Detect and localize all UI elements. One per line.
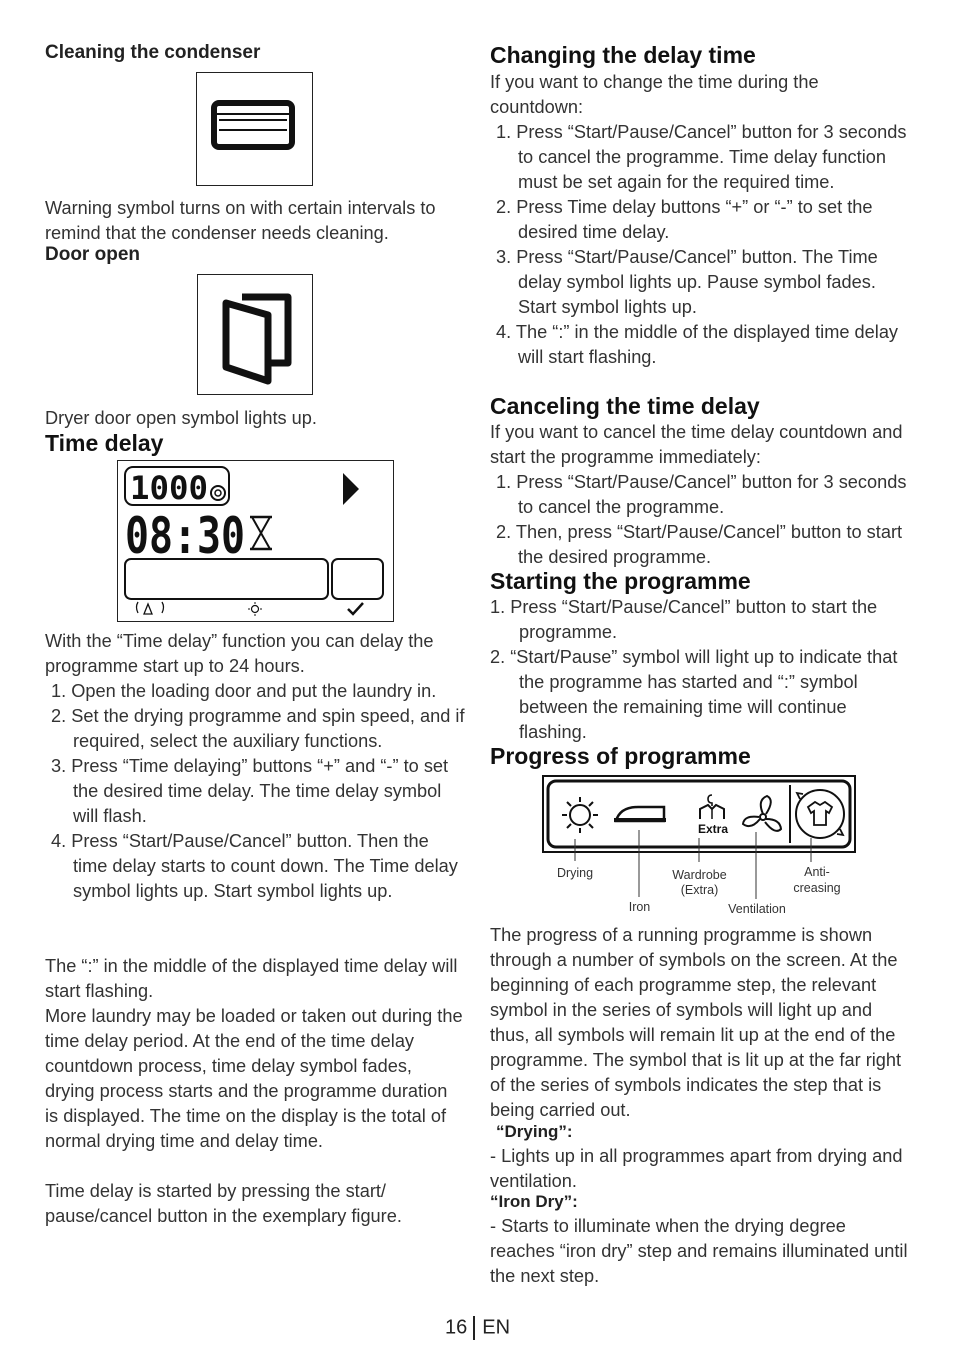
condenser-symbol-box [196,72,313,186]
list-item: 2. “Start/Pause” symbol will light up to indicate that the programme has started and “:” symbol between the remaining time will continue flashing. [490,647,898,742]
wardrobe-caption: Wardrobe [672,868,727,882]
list-item: 1. Press “Start/Pause/Cancel” button for 3 seconds to cancel the programme. Time delay function must be set again for the required time. [496,122,907,192]
progress-leader-lines [542,775,856,920]
language-code: EN [482,1316,511,1339]
list-item: 1. Press “Start/Pause/Cancel” button for 3 seconds to cancel the programme. [496,472,907,517]
list-item: 1. Open the loading door and put the laundry in. [51,681,437,701]
start-play-icon [343,473,359,505]
creasing-caption: creasing [793,881,841,895]
canceling-steps [490,470,910,570]
start-paragraph: Time delay is started by pressing the start/ pause/cancel button in the exemplary figure. [45,1181,402,1226]
list-item: 3. Press “Time delaying” buttons “+” and “-” to set the desired time delay. The time delay symbol will flash. [51,756,449,826]
changing-heading: Changing the delay time [490,42,756,68]
door-title: Door open [45,244,140,265]
iron-caption: Iron [628,900,651,914]
spin-icon [211,486,225,500]
changing-steps [490,120,910,370]
time-delay-heading: Time delay [45,430,164,456]
drying-caption: Drying [556,866,594,880]
sun-icon [248,602,262,616]
door-text: Dryer door open symbol lights up. [45,408,317,428]
condenser-icon [197,73,312,185]
loading-paragraph: More laundry may be loaded or taken out during the time delay period. At the end of the time delay countdown process, time delay symbol fades, drying process starts and the programme duration is displayed. The time on the display is the total of normal drying time and delay time. [45,1006,463,1151]
extra-label: Extra [697,822,729,836]
drying-label: “Drying”: [496,1122,573,1141]
list-item: 2. Press Time delay buttons “+” or “-” to set the desired time delay. [496,197,873,242]
anti-caption: Anti- [804,865,830,879]
iron-label: “Iron Dry”: [490,1192,578,1211]
condenser-title: Cleaning the condenser [45,42,261,63]
time-readout: 08:30 [125,507,245,565]
canceling-intro: If you want to cancel the time delay countdown and start the programme immediately: [490,422,903,467]
condenser-text: Warning symbol turns on with certain intervals to remind that the condenser needs cleaning. [45,198,436,243]
changing-intro: If you want to change the time during the countdown: [490,72,819,117]
time-delay-display [117,460,394,622]
list-item: 1. Press “Start/Pause/Cancel” button to start the programme. [490,597,878,642]
time-delay-intro: With the “Time delay” function you can delay the programme start up to 24 hours. [45,631,434,676]
spin-speed-readout: 1000 [130,469,208,507]
list-item: 4. Press “Start/Pause/Cancel” button. Then the time delay starts to count down. The Time delay symbol lights up. Start symbol lights up. [51,831,458,901]
flash-paragraph: The “:” in the middle of the displayed time delay will start flashing. [45,956,458,1001]
door-symbol-box [197,274,313,395]
starting-heading: Starting the programme [490,568,751,594]
door-open-icon [198,275,312,394]
bell-alarm-icon [137,602,164,614]
check-icon [348,603,363,614]
iron-text: - Starts to illuminate when the drying degree reaches “iron dry” step and remains illuminated until the next step. [490,1216,908,1286]
canceling-heading: Canceling the time delay [490,393,760,419]
time-delay-steps [45,679,465,904]
list-item: 4. The “:” in the middle of the displayed time delay will start flashing. [496,322,899,367]
list-item: 2. Set the drying programme and spin speed, and if required, select the auxiliary functions. [51,706,465,751]
starting-steps [490,595,910,745]
progress-text: The progress of a running programme is shown through a number of symbols on the screen. At the beginning of each programme step, the relevant symbol in the series of symbols will light up and thus, all symbols will remain lit up at the end of the programme. The symbol that is lit up at the far right of the series of symbols indicates the step that is being carried out. [490,925,902,1120]
hourglass-icon [250,517,272,549]
footer-divider [473,1316,475,1340]
page-footer [445,1316,510,1340]
display-illustration [118,461,393,621]
progress-panel [542,775,856,920]
ventilation-caption: Ventilation [728,902,786,916]
wardrobe-extra-caption: (Extra) [680,883,719,897]
list-item: 3. Press “Start/Pause/Cancel” button. The Time delay symbol lights up. Pause symbol fades. Start symbol lights up. [496,247,878,317]
list-item: 2. Then, press “Start/Pause/Cancel” button to start the desired programme. [496,522,903,567]
page-number: 16 [445,1316,468,1339]
progress-heading: Progress of programme [490,743,751,769]
drying-text: - Lights up in all programmes apart from drying and ventilation. [490,1146,903,1191]
